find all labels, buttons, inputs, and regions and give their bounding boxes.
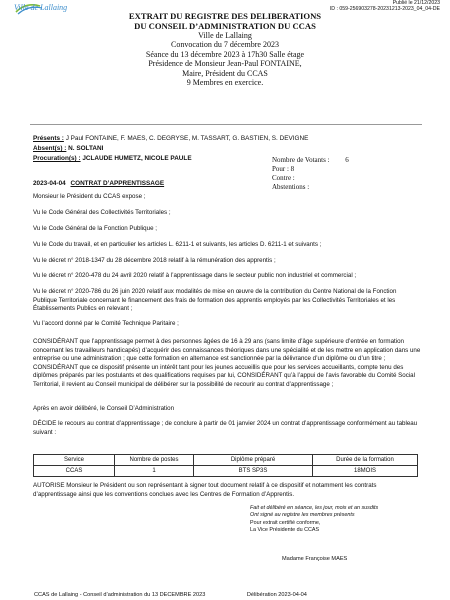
vu-cgct: Vu le Code Général des Collectivités Territoriales ; (33, 209, 171, 216)
signature-line-2: Ont signé au registre les membres présents (250, 512, 355, 519)
vu-decret-2020-786: Vu le décret n° 2020-786 du 26 juin 2020 relatif aux modalités de mise en œuvre de la contribution du Centre National de la Fonction Publique Territoriale concernant le financement des frais de formation des apprentis employés par les Collectivités Territoriales et les Établissements Publics en relevant ; (33, 288, 397, 313)
publication-id: ID : 059-256903278-20231213-2023_04_04-DE (329, 6, 440, 12)
footer-left: CCAS de Lallaing - Conseil d’administration du 13 DECEMBRE 2023 (34, 592, 206, 598)
absents-value: N. SOLTANI (68, 145, 104, 152)
header-title-2: DU CONSEIL D’ADMINISTRATION DU CCAS (134, 21, 316, 31)
deliberation-heading (33, 180, 164, 188)
table-header-cell: Service (34, 455, 115, 466)
table-header-cell: Diplôme préparé (194, 455, 313, 466)
header-seance: Séance du 13 décembre 2023 à 17h30 Salle étage (145, 49, 305, 59)
publication-date: Publié le 21/12/2023 (392, 0, 440, 6)
vu-decret-2018: Vu le décret n° 2018-1347 du 28 décembre 2018 relatif à la rémunération des apprentis ; (33, 257, 276, 264)
votants-label: Nombre de Votants : (272, 156, 330, 164)
vu-cgfp: Vu le Code Général de la Fonction Publique ; (33, 225, 157, 232)
votants-value: 6 (345, 156, 349, 164)
apprentissage-table (33, 454, 418, 477)
table-header-cell: Durée de la formation (313, 455, 418, 466)
presents-row (33, 135, 308, 143)
table-row (34, 466, 418, 477)
signature-line-4: La Vice Présidente du CCAS (250, 527, 320, 534)
presents-value: J Paul FONTAINE, F. MAES, C. DEGRYSE, M. TASSART, G. BASTIEN, S. DEVIGNE (65, 135, 309, 142)
table-header-cell: Nombre de postes (115, 455, 194, 466)
votants-row (272, 156, 349, 164)
apres-deliberation: Après en avoir délibéré, le Conseil D’Administration (33, 405, 175, 412)
logo-text: Ville de Lallaing (14, 3, 68, 12)
contre-count: Contre : (272, 174, 295, 182)
header-convocation: Convocation du 7 décembre 2023 (171, 40, 279, 50)
intro-paragraph: Monsieur le Président du CCAS expose ; (33, 193, 146, 200)
table-header-row (34, 455, 418, 466)
absents-label: Absent(s) : (33, 145, 67, 152)
procurations-value: JCLAUDE HUMETZ, NICOLE PAULE (82, 155, 192, 162)
autorise-text: AUTORISE Monsieur le Président ou son représentant à signer tout document relatif à ce dispositif et notamment les contrats d’apprentissage ainsi que les conventions conclues avec les Centres de Formation d’Apprentis. (33, 482, 377, 498)
deliberation-number: 2023-04-04 (33, 180, 66, 187)
table-cell: BTS SP3S (194, 466, 313, 477)
absents-row (33, 145, 103, 153)
header-title-1: EXTRAIT DU REGISTRE DES DELIBERATIONS (128, 11, 322, 21)
header-maire: Maire, Président du CCAS (182, 68, 268, 78)
table-cell: 18MOIS (313, 466, 418, 477)
table-cell: CCAS (34, 466, 115, 477)
presents-label: Présents : (33, 135, 64, 142)
signature-block (250, 505, 430, 535)
signatory-name: Madame Françoise MAES (282, 556, 348, 562)
deliberation-subject: CONTRAT D’APPRENTISSAGE (70, 180, 165, 187)
vu-code-travail: Vu le Code du travail, et en particulier les articles L. 6211-1 et suivants, les articles D. 6211-1 et suivants ; (33, 241, 322, 248)
header-presidence: Présidence de Monsieur Jean-Paul FONTAINE, (148, 59, 302, 69)
decide-paragraph: DÉCIDE le recours au contrat d’apprentissage ; de conclure à partir de 01 janvier 2024 un contrat d’apprentissage conformément au tableau suivant : (33, 420, 418, 436)
vu-decret-2020-478: Vu le décret n° 2020-478 du 24 avril 2020 relatif à l’apprentissage dans le secteur public non industriel et commercial ; (33, 272, 357, 279)
vu-accord-ctp: Vu l’accord donné par le Comité Technique Paritaire ; (33, 320, 179, 327)
signature-line-1: Fait et délibéré en séance, les jour, mois et an susdits (250, 505, 379, 511)
procurations-label: Procuration(s) : (33, 155, 81, 162)
considerant-paragraph: CONSIDÉRANT que l’apprentissage permet à des personnes âgées de 16 à 29 ans (sans limite d’âge supérieure d’entrée en formation concernant les travailleurs handicapés) d’acquérir des connaissances théoriques dans une spécialité et de les mettre en application dans une entreprise ou une administration ; que cette formation en alternance est sanctionnée par la délivrance d’un diplôme ou d’un titre ; CONSIDÉRANT que ce dispositif présente un intérêt tant pour les jeunes accueillis que pour les services accueillants, compte tenu des diplômes préparés par les postulants et des qualifications requises par lui, CONSIDÉRANT qu’à l’appui de l’avis favorable du Comité Social Territorial, il revient au Conseil municipal de délibérer sur la possibilité de recourir au contrat d’apprentissage ; (33, 338, 421, 388)
procurations-row (33, 155, 192, 163)
abstentions-count: Abstentions : (272, 183, 310, 191)
header-city: Ville de Lallaing (198, 31, 252, 40)
document-header (0, 11, 450, 87)
footer-right: Délibération 2023-04-04 (246, 592, 307, 598)
pour-count: Pour : 8 (272, 165, 295, 173)
autorise-paragraph (33, 482, 421, 499)
signature-line-3: Pour extrait certifié conforme, (250, 519, 321, 526)
header-separator (30, 124, 422, 125)
footer (34, 592, 307, 598)
header-membres: 9 Membres en exercice. (186, 78, 264, 88)
table-cell: 1 (115, 466, 194, 477)
